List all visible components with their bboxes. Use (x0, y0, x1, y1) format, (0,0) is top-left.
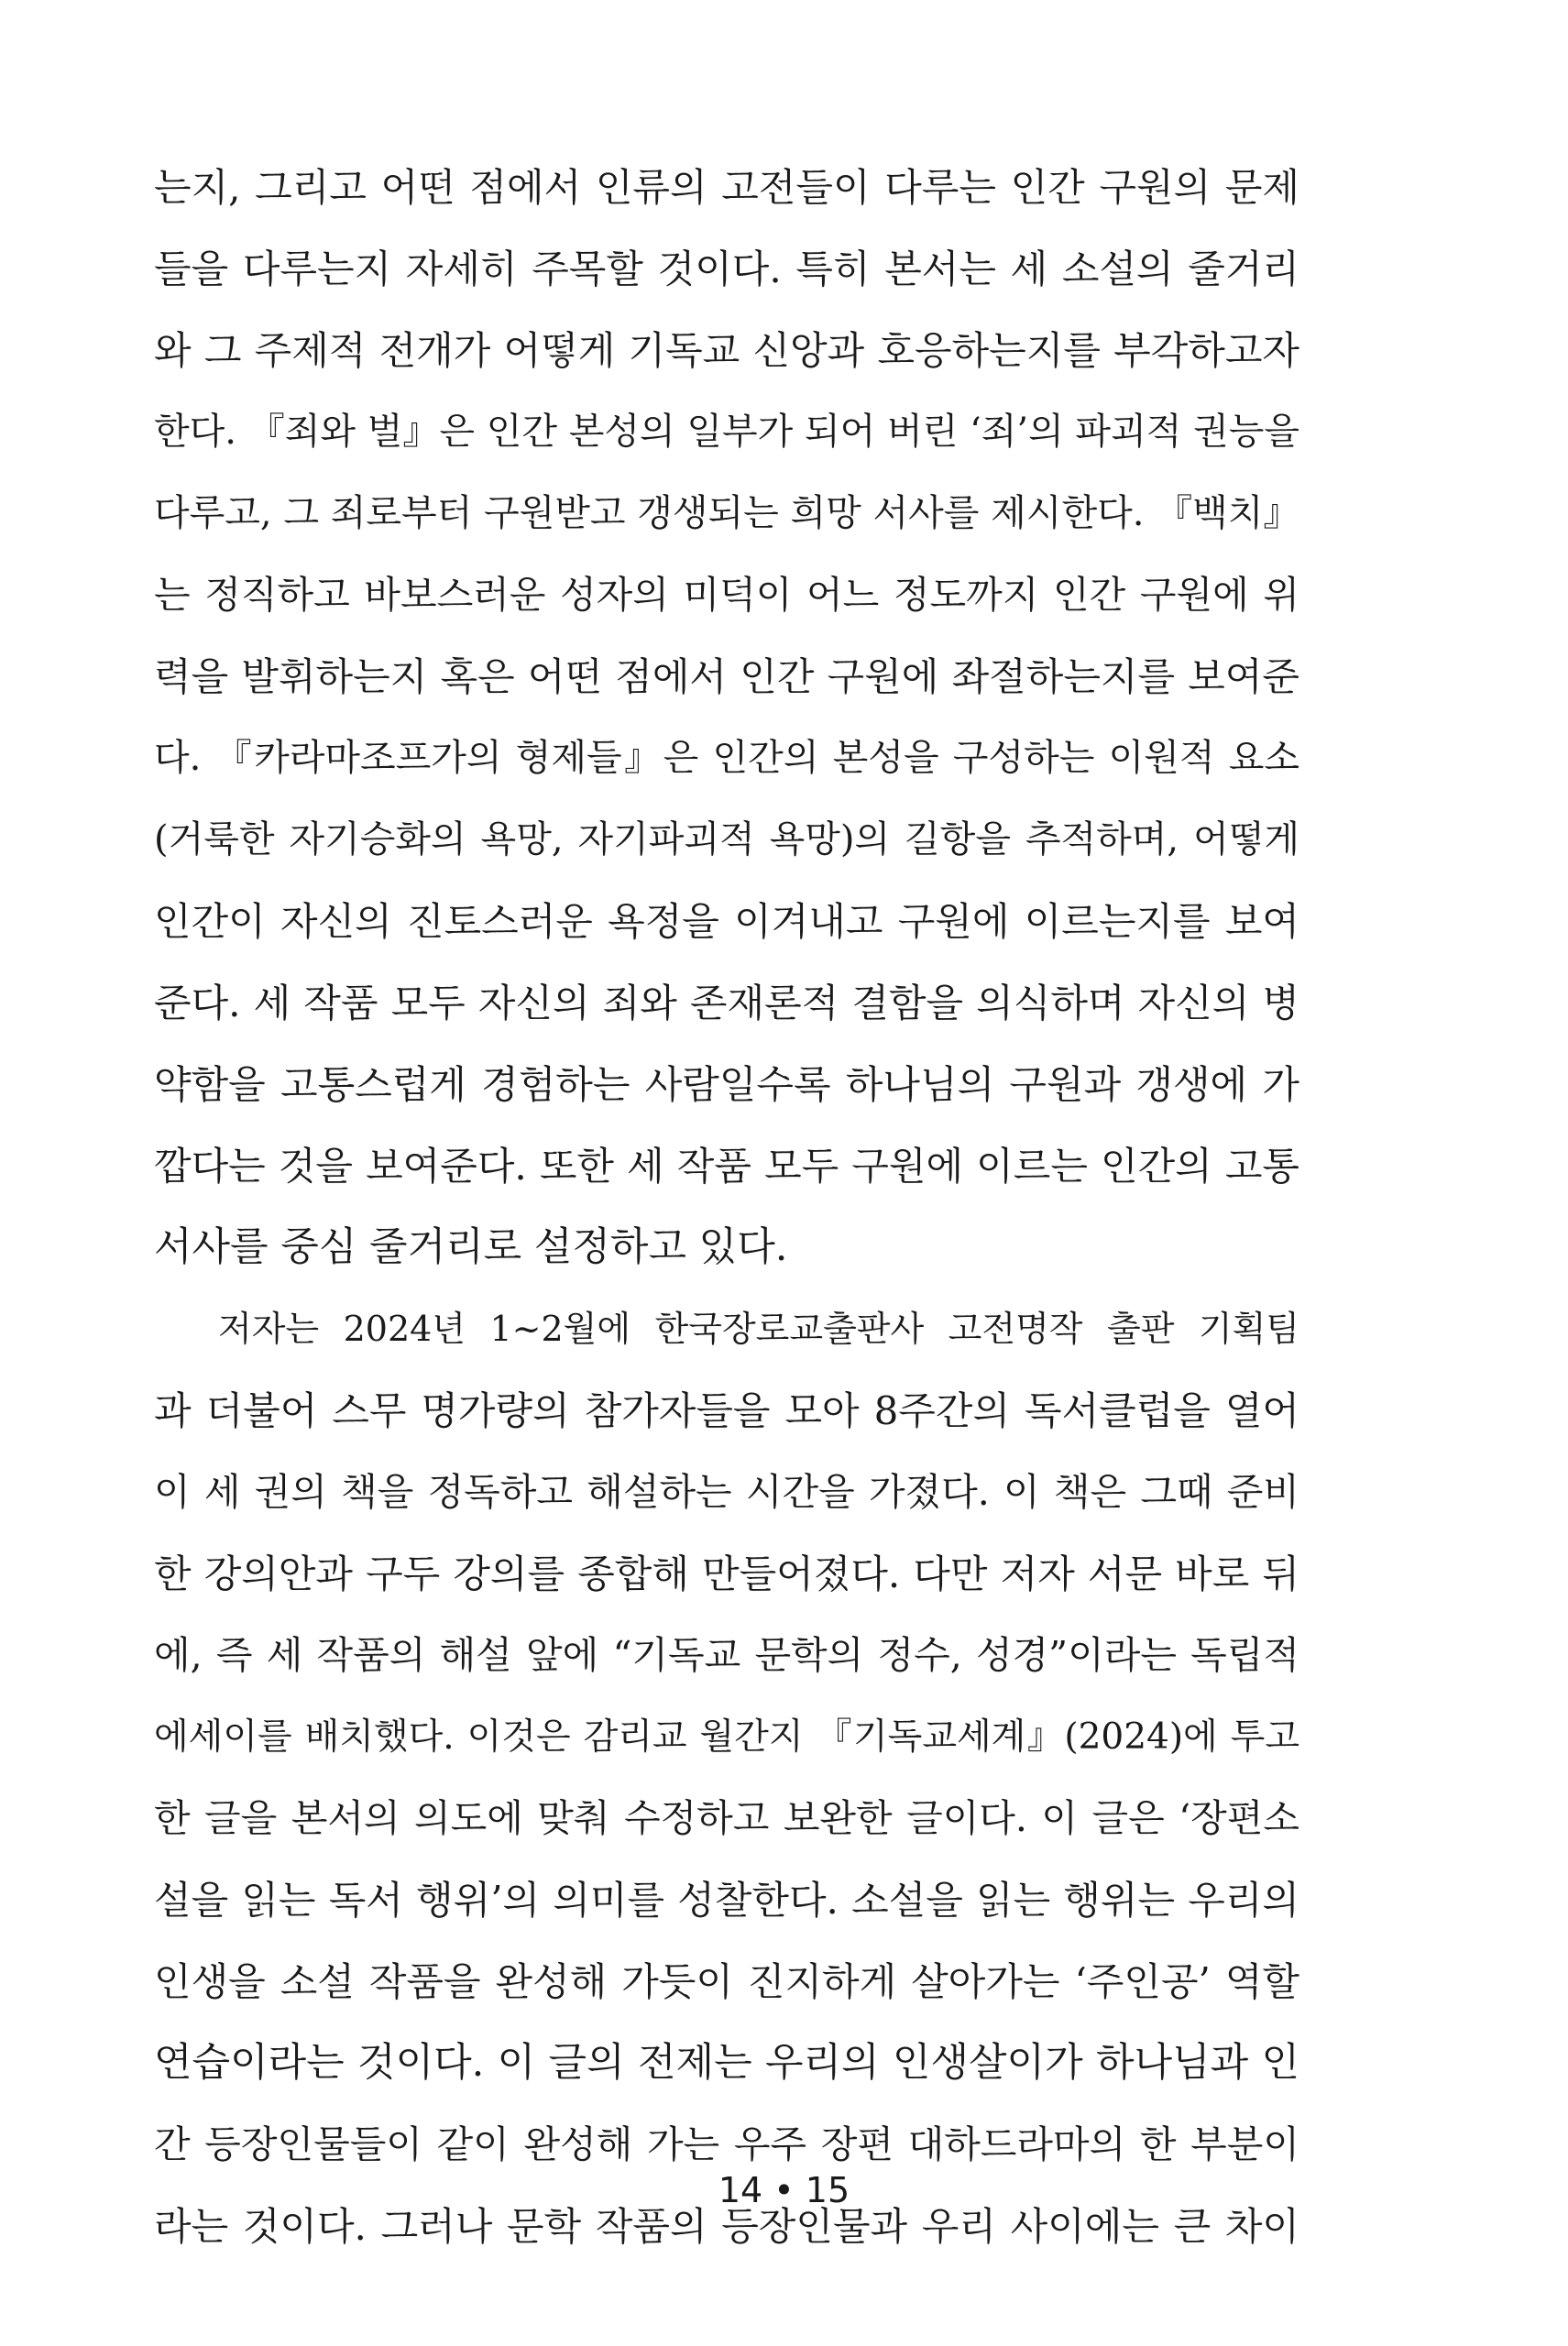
text-line: 는 정직하고 바보스러운 성자의 미덕이 어느 정도까지 인간 구원에 위 (154, 573, 1299, 617)
text-line: 다루고, 그 죄로부터 구원받고 갱생되는 희망 서사를 제시한다. 『백치』 (154, 492, 1300, 534)
text-line: 한다. 『죄와 벌』은 인간 본성의 일부가 되어 버린 ‘죄’의 파괴적 권능을 (154, 411, 1299, 453)
text-line: 력을 발휘하는지 혹은 어떤 점에서 인간 구원에 좌절하는지를 보여준 (154, 654, 1299, 699)
body-text (154, 147, 1299, 2267)
page-number: 14 • 15 (718, 2170, 850, 2210)
text-line: 에세이를 배치했다. 이것은 감리교 월간지 『기독교세계』(2024)에 투고 (154, 1716, 1299, 1758)
text-line: 이 세 권의 책을 정독하고 해설하는 시간을 가졌다. 이 책은 그때 준비 (154, 1470, 1299, 1514)
paragraph-end-line: 서사를 중심 줄거리로 설정하고 있다. (154, 1224, 788, 1270)
text-line: 인생을 소설 작품을 완성해 가듯이 진지하게 살아가는 ‘주인공’ 역할 (154, 1959, 1299, 2004)
text-line: 와 그 주제적 전개가 어떻게 기독교 신앙과 호응하는지를 부각하고자 (154, 328, 1299, 373)
text-line: 는지, 그리고 어떤 점에서 인류의 고전들이 다루는 인간 구원의 문제 (154, 165, 1299, 210)
text-line: 인간이 자신의 진토스러운 욕정을 이겨내고 구원에 이르는지를 보여 (154, 899, 1299, 944)
text-line: 준다. 세 작품 모두 자신의 죄와 존재론적 결함을 의식하며 자신의 병 (154, 981, 1299, 1025)
text-line: 과 더불어 스무 명가량의 참가자들을 모아 8주간의 독서클럽을 열어 (154, 1388, 1299, 1433)
text-line: 에, 즉 세 작품의 해설 앞에 “기독교 문학의 정수, 성경”이라는 독립적 (154, 1633, 1299, 1677)
text-line: 약함을 고통스럽게 경험하는 사람일수록 하나님의 구원과 갱생에 가 (154, 1062, 1299, 1107)
text-line: 들을 다루는지 자세히 주목할 것이다. 특히 본서는 세 소설의 줄거리 (154, 247, 1299, 291)
text-line: 연습이라는 것이다. 이 글의 전제는 우리의 인생살이가 하나님과 인 (154, 2040, 1299, 2086)
text-line: 한 강의안과 구두 강의를 종합해 만들어졌다. 다만 저자 서문 바로 뒤 (154, 1551, 1299, 1596)
text-line: 다. 『카라마조프가의 형제들』은 인간의 본성을 구성하는 이원적 요소 (154, 737, 1299, 779)
text-line: 깝다는 것을 보여준다. 또한 세 작품 모두 구원에 이르는 인간의 고통 (154, 1144, 1299, 1189)
text-line: 간 등장인물들이 같이 완성해 가는 우주 장편 대하드라마의 한 부분이 (154, 2122, 1299, 2166)
text-line: (거룩한 자기승화의 욕망, 자기파괴적 욕망)의 길항을 추적하며, 어떻게 (154, 818, 1299, 861)
text-line: 라는 것이다. 그러나 문학 작품의 등장인물과 우리 사이에는 큰 차이 (154, 2204, 1299, 2249)
text-line: 한 글을 본서의 의도에 맞춰 수정하고 보완한 글이다. 이 글은 ‘장편소 (154, 1796, 1299, 1840)
paragraph-start-line: 저자는 2024년 1~2월에 한국장로교출판사 고전명작 출판 기획팀 (218, 1309, 1299, 1349)
text-line: 설을 읽는 독서 행위’의 의미를 성찰한다. 소설을 읽는 행위는 우리의 (154, 1878, 1299, 1923)
